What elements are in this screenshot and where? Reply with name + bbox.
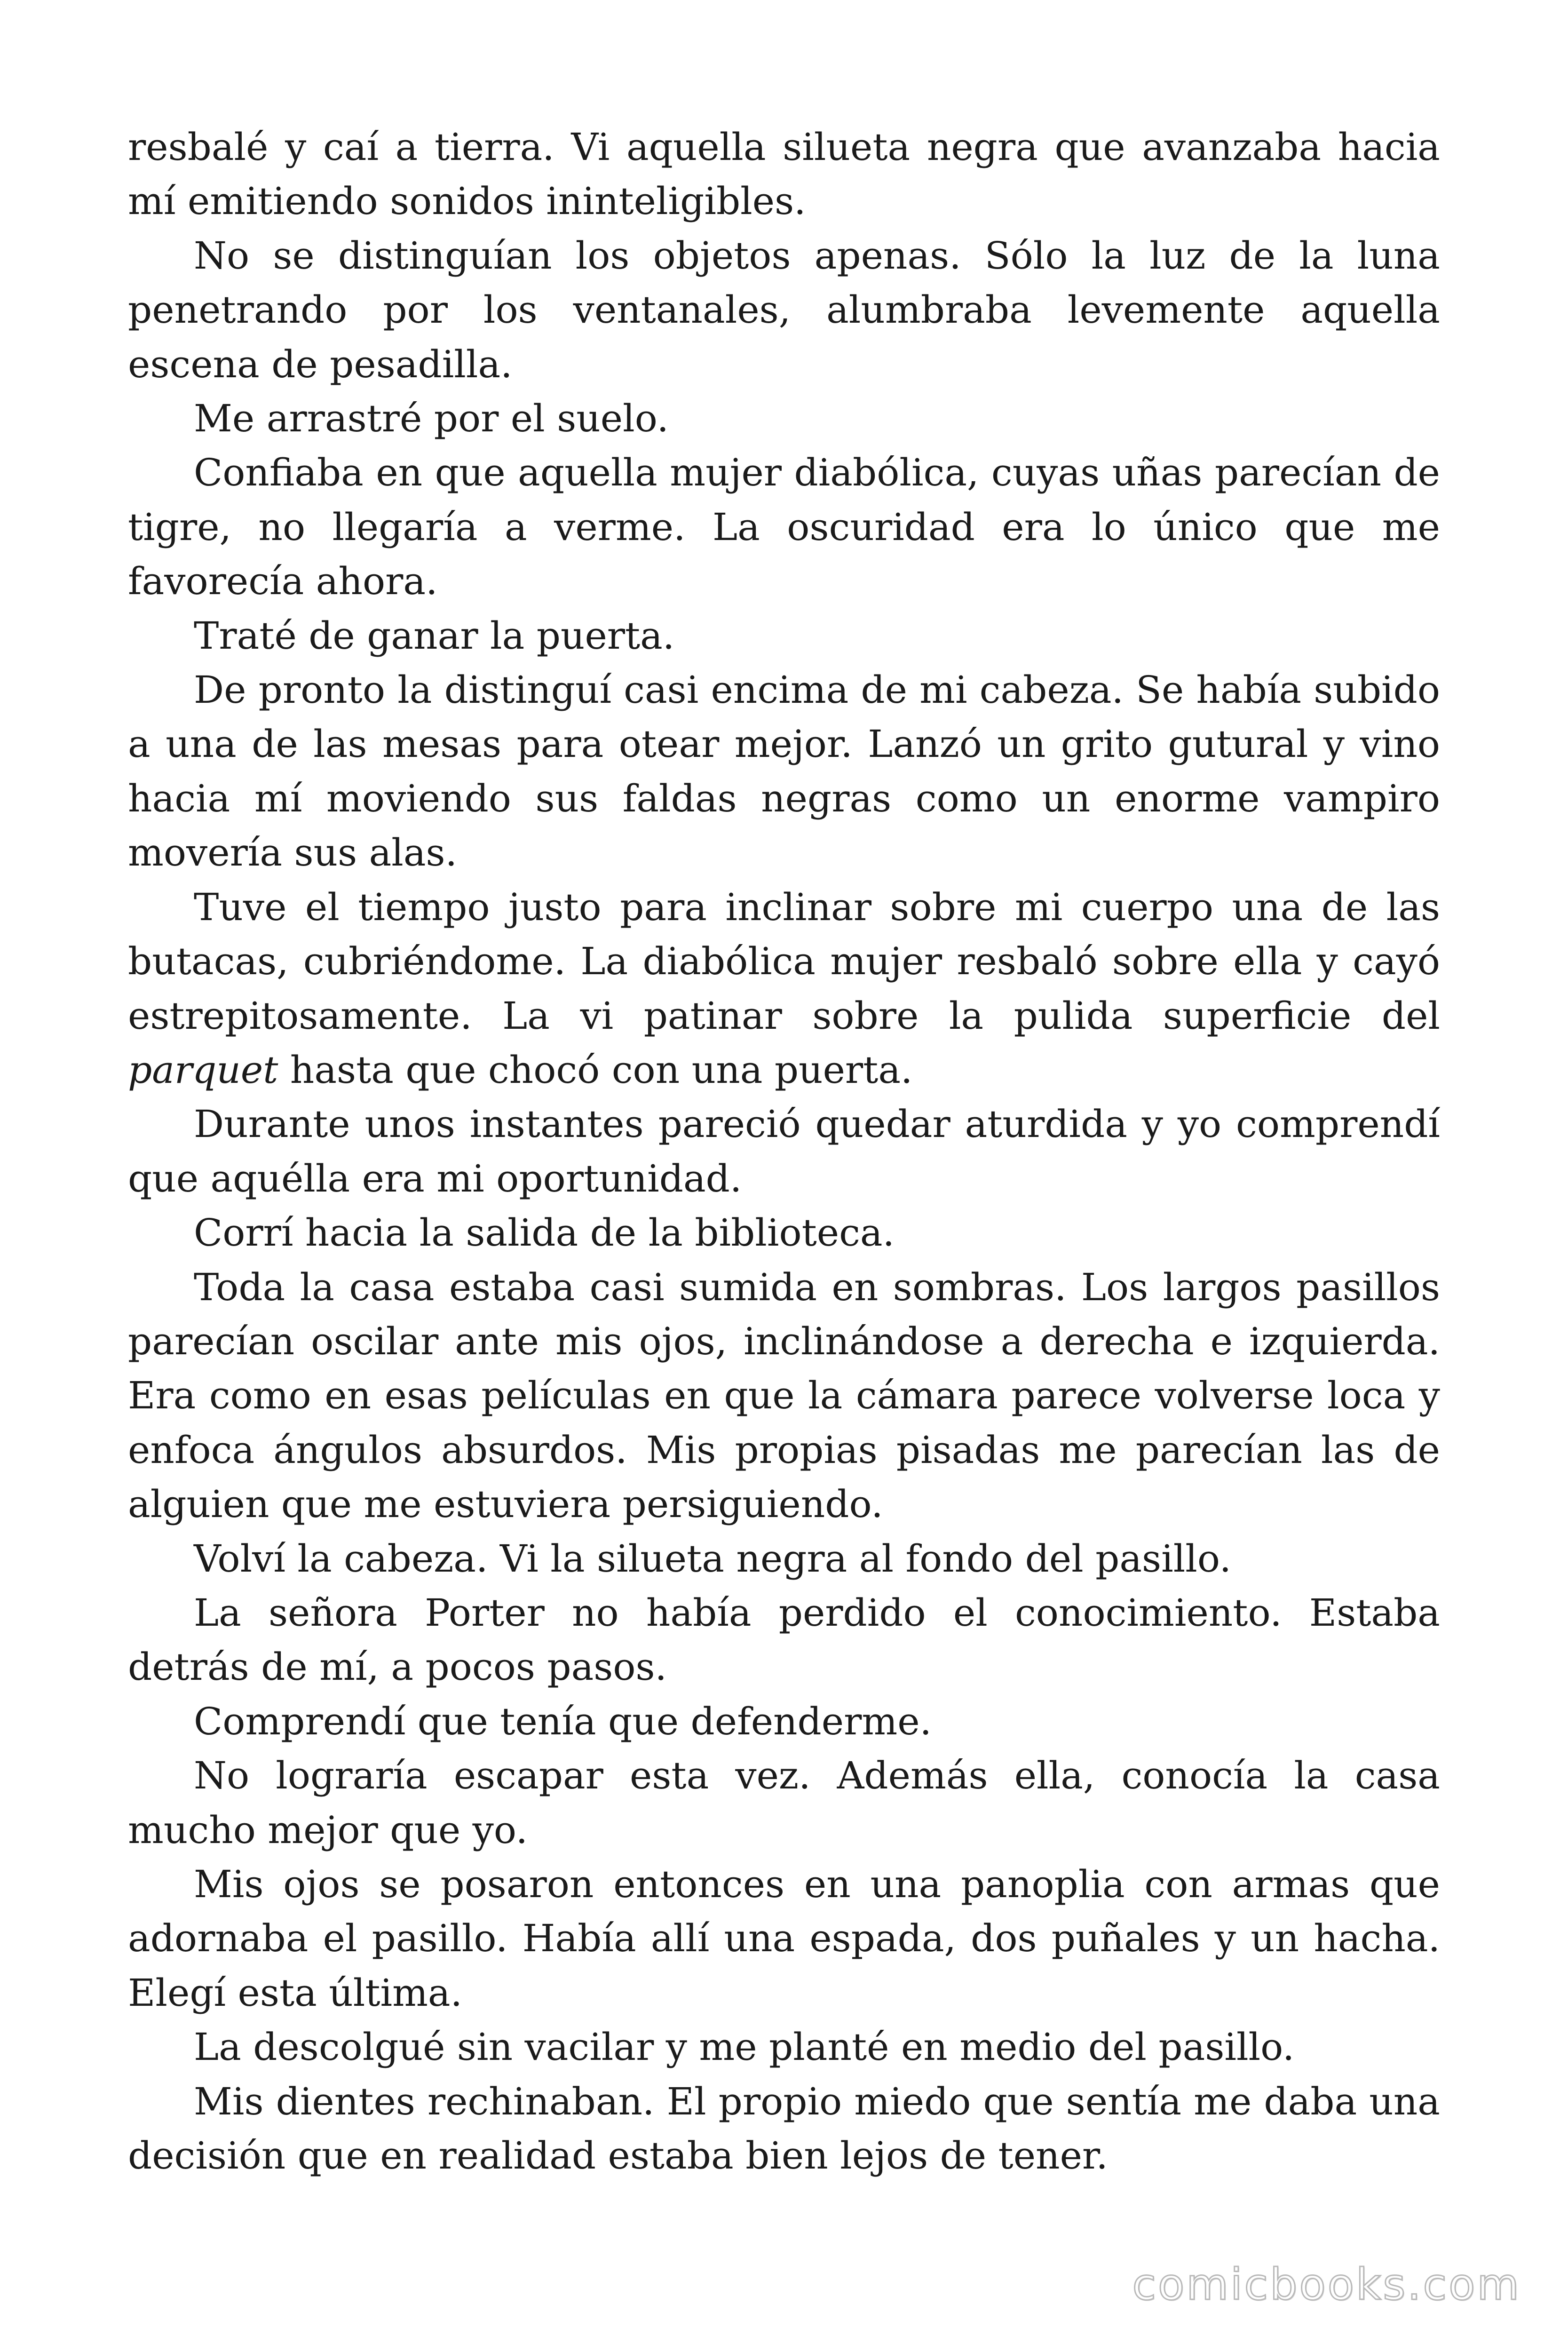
paragraph: Comprendí que tenía que defenderme.: [194, 1699, 932, 1743]
paragraph: No lograría escapar esta vez. Además ella, conocía la casa mucho mejor que yo.: [128, 1754, 1440, 1852]
paragraph: De pronto la distinguí casi encima de mi cabeza. Se había subido a una de las mesas para otear mejor. Lanzó un grito gutural y vino hacia mí moviendo sus faldas negras como un enorme vampiro movería sus alas.: [128, 668, 1440, 875]
paragraph: Volví la cabeza. Vi la silueta negra al fondo del pasillo.: [194, 1536, 1232, 1581]
paragraph-text-before: Tuve el tiempo justo para inclinar sobre mi cuerpo una de las butacas, cubriéndome. La diabólica mujer resbaló sobre ella y cayó estrepitosamente. La vi patinar sobre la pulida superficie del: [128, 885, 1440, 1038]
italic-word: parquet: [128, 1048, 278, 1092]
body-text: [128, 120, 1440, 2183]
paragraph: Me arrastré por el suelo.: [194, 397, 669, 441]
paragraph: Mis ojos se posaron entonces en una panoplia con armas que adornaba el pasillo. Había allí una espada, dos puñales y un hacha. Elegí esta última.: [128, 1862, 1440, 2015]
paragraph: Traté de ganar la puerta.: [194, 613, 675, 658]
paragraph-text-after: hasta que chocó con una puerta.: [278, 1048, 913, 1092]
paragraph: resbalé y caí a tierra. Vi aquella silueta negra que avanzaba hacia mí emitiendo sonidos ininteligibles.: [128, 125, 1440, 223]
paragraph: Durante unos instantes pareció quedar aturdida y yo comprendí que aquélla era mi oportunidad.: [128, 1102, 1440, 1200]
paragraph: [128, 880, 1440, 1097]
paragraph: Confiaba en que aquella mujer diabólica, cuyas uñas parecían de tigre, no llegaría a verme. La oscuridad era lo único que me favorecía ahora.: [128, 451, 1440, 604]
paragraph: La señora Porter no había perdido el conocimiento. Estaba detrás de mí, a pocos pasos.: [128, 1590, 1440, 1689]
paragraph: La descolgué sin vacilar y me planté en medio del pasillo.: [194, 2025, 1295, 2069]
paragraph: Toda la casa estaba casi sumida en sombras. Los largos pasillos parecían oscilar ante mis ojos, inclinándose a derecha e izquierda. Era como en esas películas en que la cámara parece volverse loca y enfoca ángulos absurdos. Mis propias pisadas me parecían las de alguien que me estuviera persiguiendo.: [128, 1265, 1440, 1526]
paragraph: Corrí hacia la salida de la biblioteca.: [194, 1211, 895, 1255]
watermark: comicbooks.com: [1132, 2259, 1521, 2310]
paragraph: Mis dientes rechinaban. El propio miedo que sentía me daba una decisión que en realidad estaba bien lejos de tener.: [128, 2079, 1440, 2178]
paragraph: No se distinguían los objetos apenas. Sólo la luz de la luna penetrando por los ventanales, alumbraba levemente aquella escena de pesadilla.: [128, 233, 1440, 386]
